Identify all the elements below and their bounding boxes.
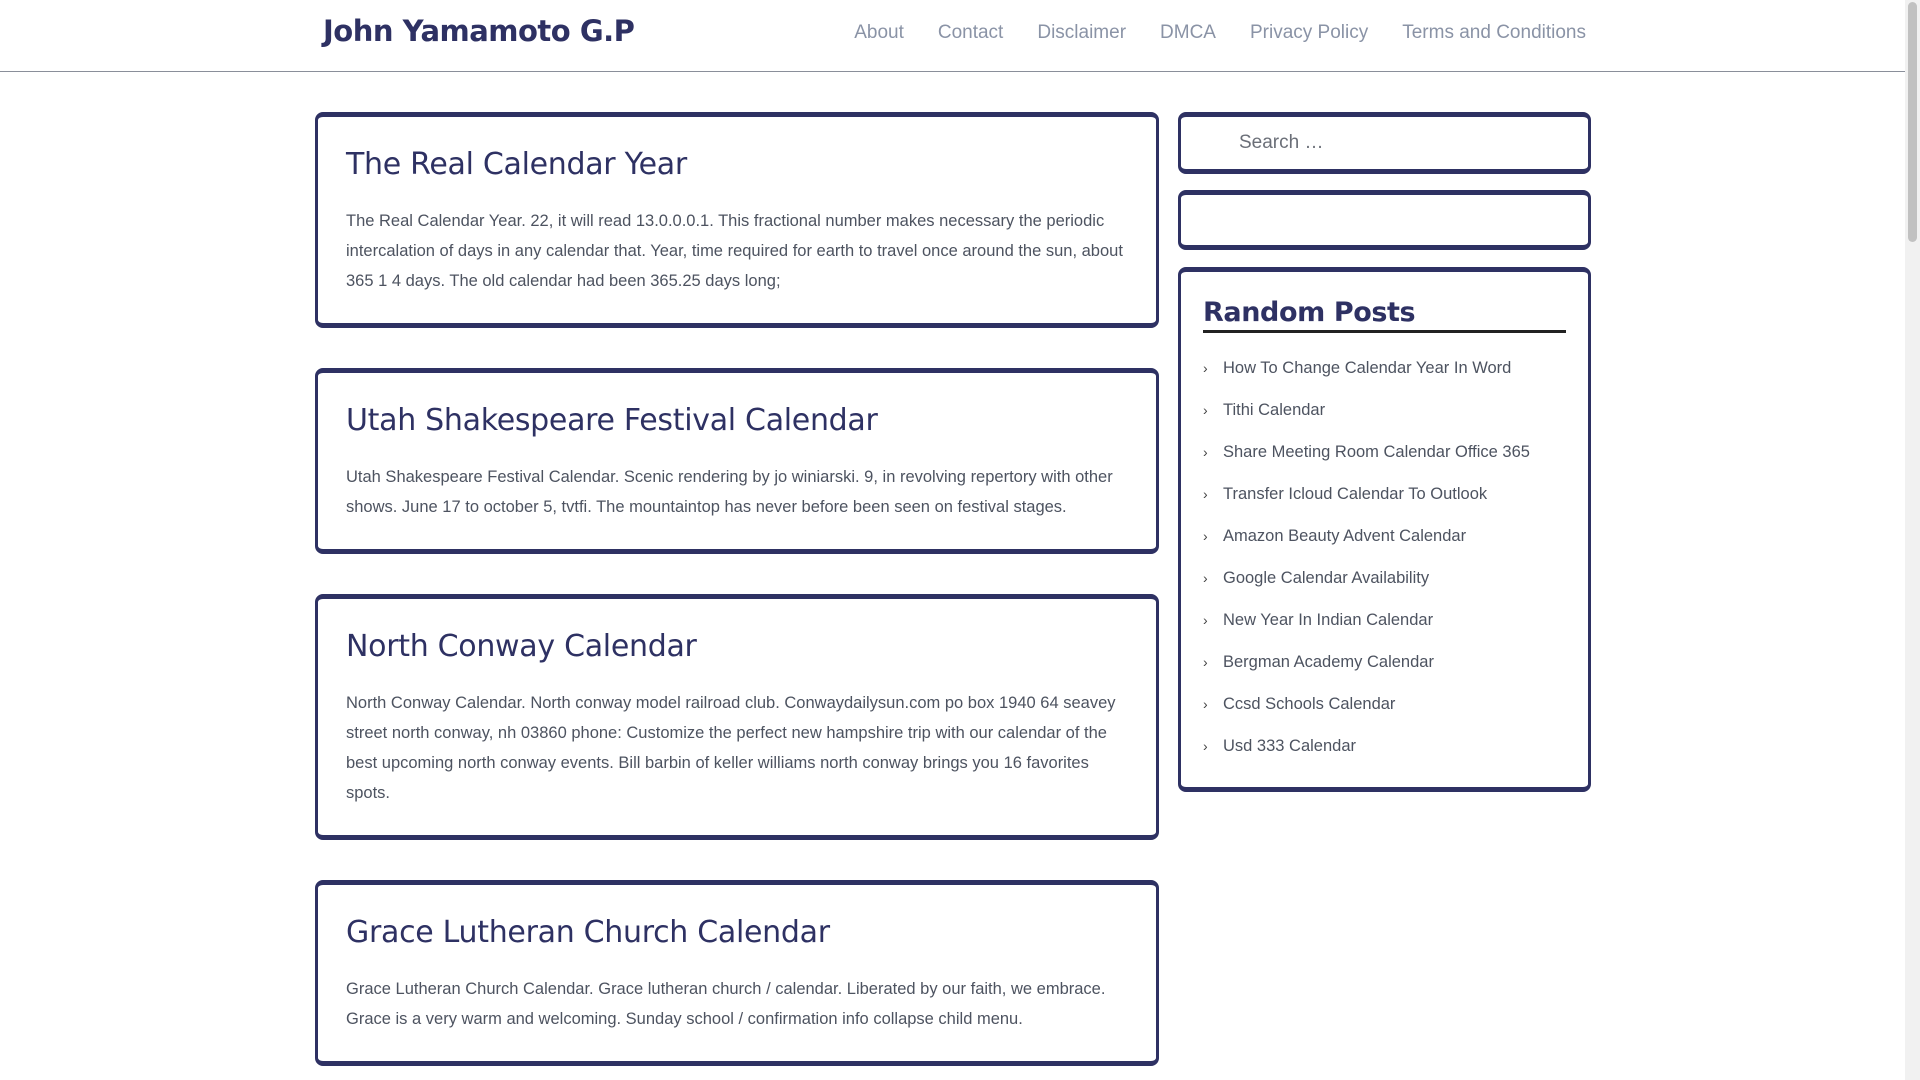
random-post-link[interactable]: How To Change Calendar Year In Word — [1223, 358, 1512, 377]
random-post-link[interactable]: Share Meeting Room Calendar Office 365 — [1223, 442, 1530, 461]
post-excerpt: North Conway Calendar. North conway model railroad club. Conwaydailysun.com po box 1940 64 seavey street north conway, nh 03860 phone: Customize the perfect new hampshire trip with our calendar of the best upcoming north conway events. Bill barbin of keller williams north conway brings you 16 favorites spots. — [346, 694, 1116, 802]
list-item[interactable] — [1203, 557, 1566, 599]
random-posts-list — [1181, 347, 1588, 767]
chevron-right-icon: › — [1203, 738, 1208, 754]
nav-contact[interactable]: Contact — [937, 22, 1004, 43]
search-input[interactable] — [1181, 117, 1588, 169]
post-excerpt: Grace Lutheran Church Calendar. Grace lutheran church / calendar. Liberated by our faith, we embrace. Grace is a very warm and welcoming. Sunday school / confirmation info collapse child menu. — [346, 980, 1106, 1028]
list-item[interactable] — [1203, 641, 1566, 683]
chevron-right-icon: › — [1203, 528, 1208, 544]
random-posts-widget — [1178, 267, 1591, 792]
nav-privacy-policy[interactable]: Privacy Policy — [1249, 22, 1369, 43]
nav-dmca[interactable]: DMCA — [1160, 22, 1216, 43]
random-post-link[interactable]: Transfer Icloud Calendar To Outlook — [1223, 484, 1488, 503]
random-post-link[interactable]: Google Calendar Availability — [1223, 568, 1430, 587]
random-post-link[interactable]: Tithi Calendar — [1223, 400, 1326, 419]
chevron-right-icon: › — [1203, 486, 1208, 502]
nav-disclaimer[interactable]: Disclaimer — [1037, 22, 1127, 43]
list-item[interactable] — [1203, 515, 1566, 557]
chevron-right-icon: › — [1203, 444, 1208, 460]
empty-widget — [1178, 190, 1591, 250]
random-post-link[interactable]: Bergman Academy Calendar — [1223, 652, 1434, 671]
random-posts-title: Random Posts — [1203, 297, 1566, 333]
list-item[interactable] — [1203, 473, 1566, 515]
chevron-right-icon: › — [1203, 654, 1208, 670]
random-post-link[interactable]: Usd 333 Calendar — [1223, 736, 1356, 755]
post-title[interactable]: The Real Calendar Year — [346, 147, 687, 182]
post-title[interactable]: Grace Lutheran Church Calendar — [346, 915, 830, 950]
nav-about[interactable]: About — [854, 22, 904, 43]
main-nav — [820, 22, 1586, 44]
search-widget — [1178, 112, 1591, 174]
site-header — [0, 0, 1905, 72]
post-excerpt: The Real Calendar Year. 22, it will read 13.0.0.0.1. This fractional number makes necessary the periodic intercalation of days in any calendar that. Year, time required for earth to travel once around the sun, about 365 1 4 days. The old calendar had been 365.25 days long; — [346, 212, 1123, 290]
nav-terms-and-conditions[interactable]: Terms and Conditions — [1402, 22, 1586, 43]
post-card — [315, 112, 1159, 328]
random-post-link[interactable]: New Year In Indian Calendar — [1223, 610, 1434, 629]
random-post-link[interactable]: Amazon Beauty Advent Calendar — [1223, 526, 1467, 545]
random-post-link[interactable]: Ccsd Schools Calendar — [1223, 694, 1396, 713]
list-item[interactable] — [1203, 599, 1566, 641]
list-item[interactable] — [1203, 725, 1566, 767]
list-item[interactable] — [1203, 683, 1566, 725]
post-title[interactable]: North Conway Calendar — [346, 629, 697, 664]
site-title[interactable]: John Yamamoto G.P — [323, 14, 635, 48]
chevron-right-icon: › — [1203, 570, 1208, 586]
post-card — [315, 880, 1159, 1066]
list-item[interactable] — [1203, 347, 1566, 389]
post-card — [315, 594, 1159, 840]
post-title[interactable]: Utah Shakespeare Festival Calendar — [346, 403, 878, 438]
chevron-right-icon: › — [1203, 360, 1208, 376]
chevron-right-icon: › — [1203, 612, 1208, 628]
chevron-right-icon: › — [1203, 402, 1208, 418]
list-item[interactable] — [1203, 389, 1566, 431]
page-scrollbar[interactable] — [1905, 0, 1920, 1080]
list-item[interactable] — [1203, 431, 1566, 473]
post-card — [315, 368, 1159, 554]
chevron-right-icon: › — [1203, 696, 1208, 712]
scrollbar-thumb[interactable] — [1908, 2, 1917, 242]
post-excerpt: Utah Shakespeare Festival Calendar. Scenic rendering by jo winiarski. 9, in revolving repertory with other shows. June 17 to october 5, tvtfi. The mountaintop has never before been seen on festival stages. — [346, 468, 1113, 516]
